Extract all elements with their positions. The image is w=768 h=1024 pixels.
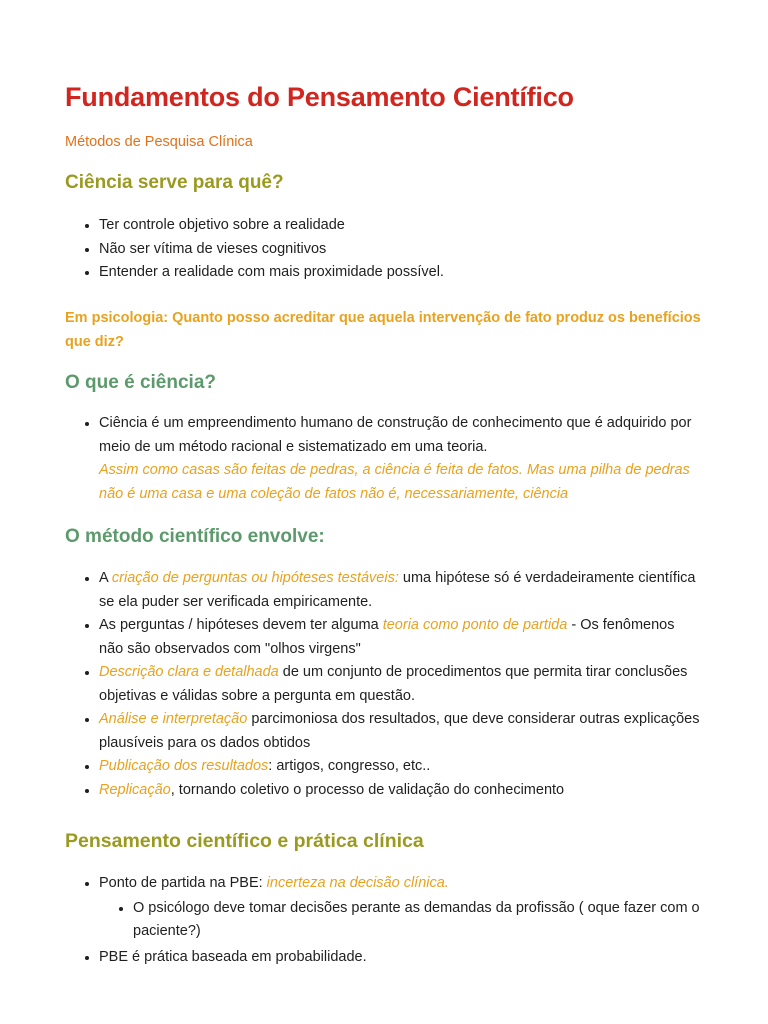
highlight-text: criação de perguntas ou hipóteses testáveis:	[111, 570, 399, 586]
list-item: Não ser vítima de vieses cognitivos	[83, 238, 702, 262]
list-clinical-practice	[83, 872, 702, 969]
nested-list-item: O psicólogo deve tomar decisões perante as demandas da profissão ( oque fazer com o paciente?)	[117, 897, 702, 944]
section-heading-why-science: Ciência serve para quê?	[65, 172, 284, 193]
list-why-science	[83, 214, 702, 285]
list-item: A criação de perguntas ou hipóteses testáveis: uma hipótese só é verdadeiramente científica se ela puder ser verificada empiricamente.	[83, 567, 702, 614]
list-item: Análise e interpretação parcimoniosa dos resultados, que deve considerar outras explicações plausíveis para os dados obtidos	[83, 708, 702, 755]
section-heading-clinical-practice: Pensamento científico e prática clínica	[65, 830, 424, 852]
stones-quote: Assim como casas são feitas de pedras, a ciência é feita de fatos. Mas uma pilha de pedras não é uma casa e uma coleção de fatos não é, necessariamente, ciência	[99, 462, 690, 502]
highlight-text: Publicação dos resultados	[99, 758, 269, 774]
list-item: PBE é prática baseada em probabilidade.	[83, 946, 702, 970]
list-item: Entender a realidade com mais proximidade possível.	[83, 261, 702, 285]
list-item: Descrição clara e detalhada de um conjunto de procedimentos que permita tirar conclusões objetivas e válidas sobre a pergunta em questão.	[83, 661, 702, 708]
list-scientific-method	[83, 567, 702, 802]
list-item: As perguntas / hipóteses devem ter alguma teoria como ponto de partida - Os fenômenos não são observados com "olhos virgens"	[83, 614, 702, 661]
list-item: Ter controle objetivo sobre a realidade	[83, 214, 702, 238]
document-subtitle: Métodos de Pesquisa Clínica	[65, 134, 253, 150]
highlight-text: incerteza na decisão clínica.	[266, 875, 449, 891]
highlight-text: teoria como ponto de partida	[382, 617, 568, 633]
highlight-text: Análise e interpretação	[99, 711, 248, 727]
psychology-note: Em psicologia: Quanto posso acreditar que aquela intervenção de fato produz os benefícios que diz?	[65, 310, 701, 350]
section-heading-scientific-method: O método científico envolve:	[65, 526, 325, 547]
list-item: Replicação, tornando coletivo o processo de validação do conhecimento	[83, 779, 702, 803]
highlight-text: Replicação	[99, 781, 171, 798]
list-item: Publicação dos resultados: artigos, congresso, etc..	[83, 755, 702, 779]
list-what-is-science	[83, 412, 702, 506]
nested-list	[117, 897, 702, 944]
document-title: Fundamentos do Pensamento Científico	[65, 82, 574, 112]
science-definition: Ciência é um empreendimento humano de construção de conhecimento que é adquirido por meio de um método racional e sistematizado em uma teoria.	[99, 415, 692, 455]
highlight-text: Descrição clara e detalhada	[99, 664, 279, 680]
list-item: Ponto de partida na PBE: incerteza na decisão clínica. O psicólogo deve tomar decisões perante as demandas da profissão ( oque fazer com o paciente?)	[83, 872, 702, 944]
section-heading-what-is-science: O que é ciência?	[65, 372, 216, 393]
list-item	[83, 412, 702, 506]
